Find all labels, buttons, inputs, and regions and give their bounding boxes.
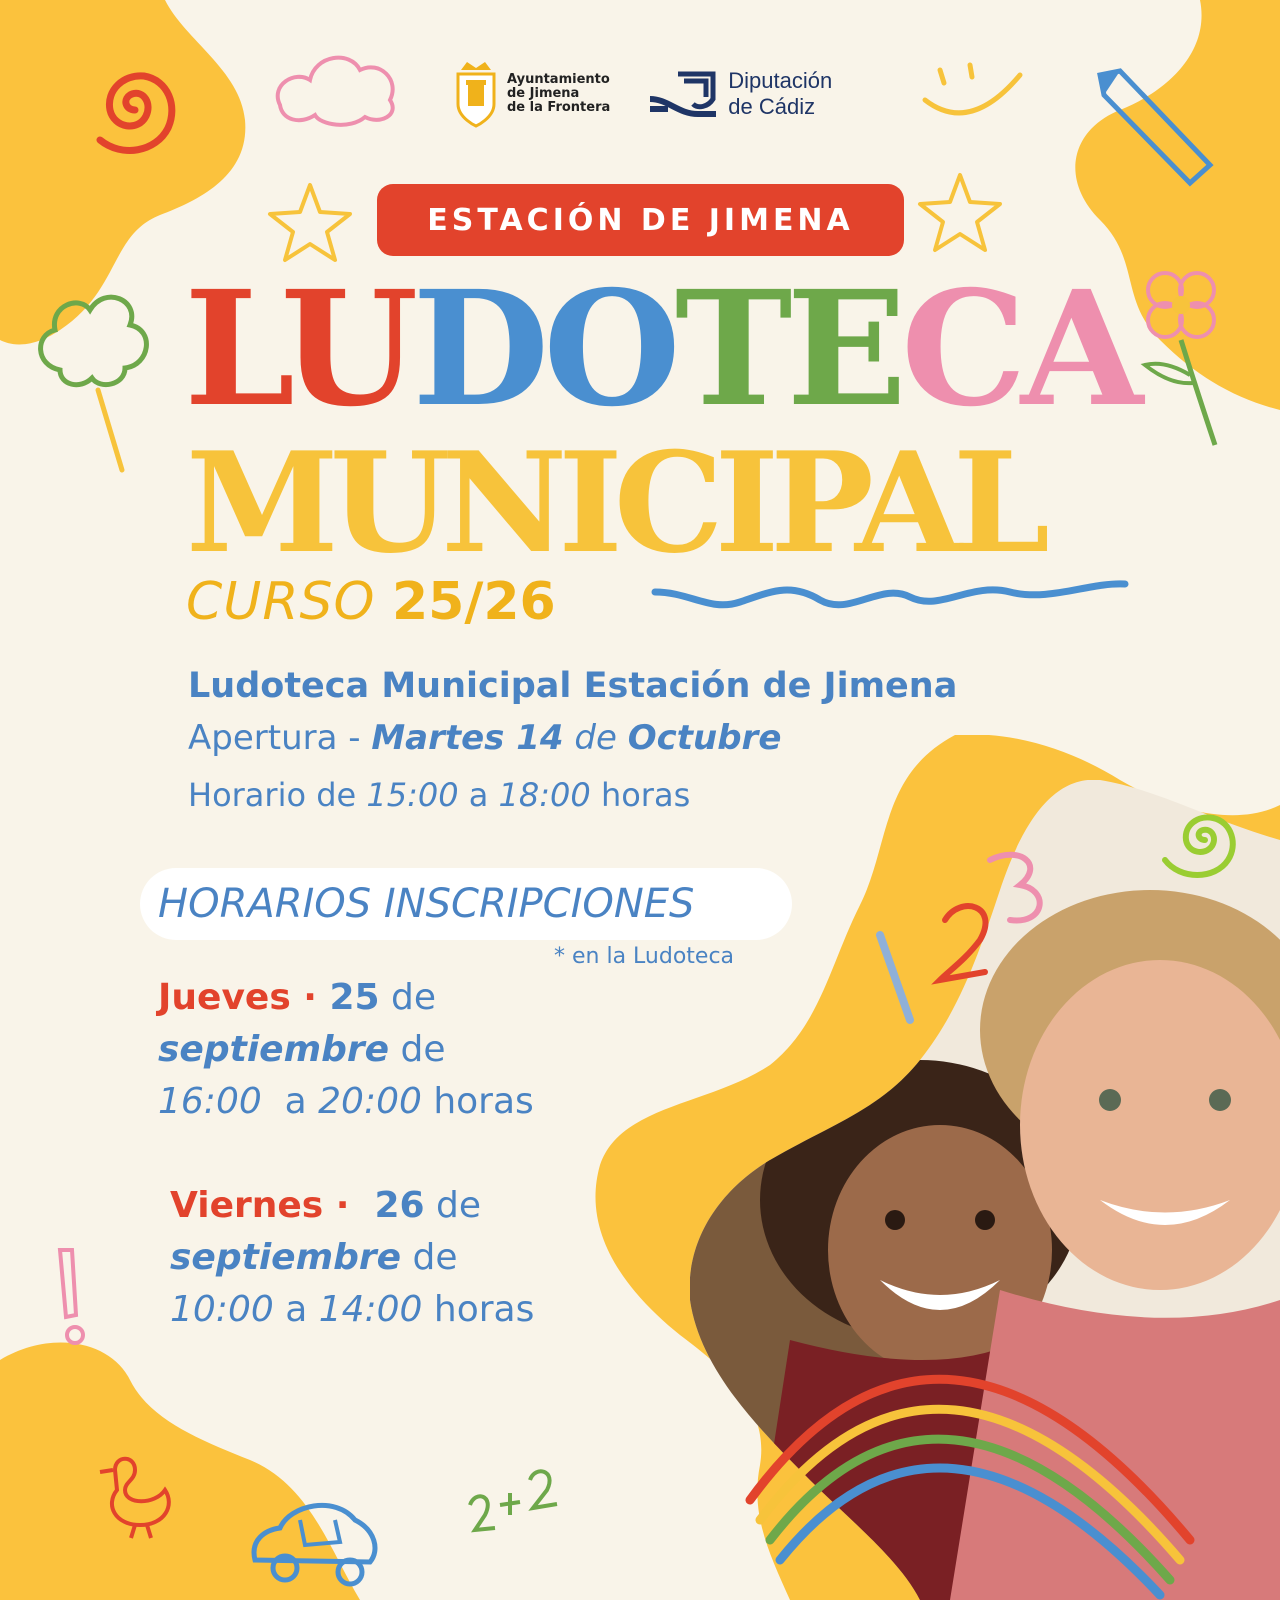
schedule-from: 16:00 <box>158 1081 262 1122</box>
schedule-a: a <box>261 1081 319 1122</box>
spiral-icon <box>80 40 190 170</box>
bird-icon <box>95 1450 180 1540</box>
horario-to: 18:00 <box>498 776 591 814</box>
curso-year: 25/26 <box>391 572 556 632</box>
dip-line1: Diputación <box>728 68 833 93</box>
horario-label: Horario de <box>188 776 367 814</box>
schedule-entry-viernes <box>170 1180 534 1336</box>
schedule-month: septiembre <box>158 1029 390 1070</box>
title-letter: T <box>674 257 787 442</box>
pencil-icon <box>1090 65 1220 195</box>
exclamation-icon <box>50 1245 100 1350</box>
curso-label: CURSO <box>186 572 376 632</box>
apertura-month: Octubre <box>627 718 782 758</box>
spiral-icon <box>1150 790 1260 890</box>
inscripciones-heading: HORARIOS INSCRIPCIONES <box>140 868 792 940</box>
logos-header <box>455 60 832 128</box>
flower-icon <box>1135 265 1235 455</box>
location-badge: ESTACIÓN DE JIMENA <box>377 184 904 256</box>
schedule-entry-jueves <box>158 972 534 1128</box>
title-letter: C <box>900 257 1021 442</box>
schedule-de2: de <box>389 1029 446 1070</box>
schedule-sep: · <box>290 977 330 1018</box>
diputacion-emblem-icon <box>648 69 718 119</box>
ayto-line1: Ayuntamiento <box>507 72 610 87</box>
coat-of-arms-icon <box>455 60 497 128</box>
ayto-line3: de la Frontera <box>507 100 611 115</box>
schedule-sep: · <box>323 1185 375 1226</box>
ayto-line2: de Jimena <box>507 86 580 101</box>
schedule-to: 20:00 <box>318 1081 422 1122</box>
inscripciones-note: * en la Ludoteca <box>554 944 735 969</box>
horario-unit: horas <box>590 776 691 814</box>
schedule-de1: de <box>379 977 437 1018</box>
smiley-icon <box>920 55 1030 130</box>
title-letter: U <box>280 257 413 442</box>
star-icon <box>915 170 1005 255</box>
schedule-de2: de <box>401 1237 458 1278</box>
apertura-day: Martes 14 <box>371 718 564 758</box>
title-municipal: MUNICIPAL <box>186 421 1042 584</box>
curso-line <box>186 572 556 632</box>
schedule-day: Viernes <box>170 1185 324 1226</box>
schedule-unit: horas <box>421 1081 534 1122</box>
apertura-label: Apertura - <box>188 718 372 758</box>
math-2plus2-icon <box>465 1460 565 1540</box>
apertura-de: de <box>563 718 628 758</box>
title-letter: O <box>543 257 675 442</box>
schedule-month: septiembre <box>170 1237 402 1278</box>
title-ludoteca <box>184 257 1138 442</box>
schedule-num: 26 <box>374 1185 425 1226</box>
title-letter: D <box>412 257 544 442</box>
schedule-from: 10:00 <box>170 1289 274 1330</box>
apertura-line <box>188 718 781 758</box>
ludoteca-name: Ludoteca Municipal Estación de Jimena <box>188 666 958 706</box>
horario-from: 15:00 <box>366 776 459 814</box>
title-letter: A <box>1020 257 1138 442</box>
logo-diputacion <box>648 68 832 120</box>
dip-line2: de Cádiz <box>728 94 816 119</box>
schedule-num: 25 <box>329 977 380 1018</box>
schedule-de1: de <box>424 1185 482 1226</box>
cloud-icon <box>270 45 405 130</box>
schedule-unit: horas <box>422 1289 535 1330</box>
title-letter: L <box>184 257 281 442</box>
schedule-to: 14:00 <box>318 1289 423 1330</box>
logo-ayuntamiento <box>455 60 610 128</box>
horario-a: a <box>458 776 499 814</box>
car-icon <box>245 1490 385 1590</box>
schedule-a: a <box>273 1289 319 1330</box>
schedule-day: Jueves <box>158 977 291 1018</box>
star-icon <box>265 180 355 265</box>
horario-line <box>188 776 690 814</box>
tree-icon <box>30 280 160 480</box>
numbers-123-icon <box>870 840 1060 1030</box>
title-letter: E <box>786 257 901 442</box>
